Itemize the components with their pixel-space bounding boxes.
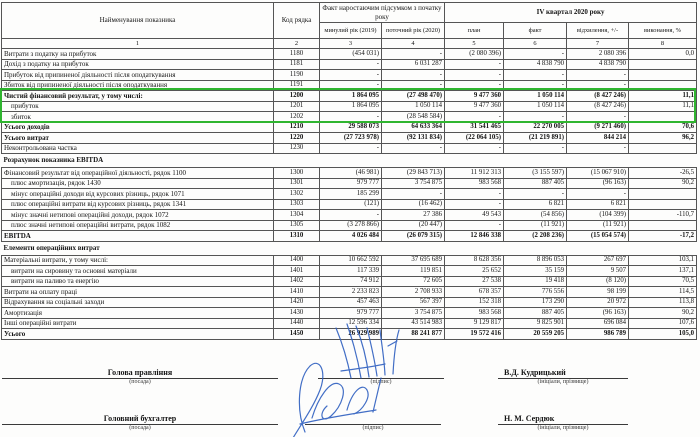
col-num: 4 [382,39,445,49]
row-value: - [445,112,504,123]
table-row [2,297,697,308]
row-value: - [567,80,629,91]
row-value: (2 208 236) [504,231,567,242]
row-value: - [445,70,504,81]
header-fact: факт [504,23,567,39]
row-value: 113,8 [629,297,697,308]
row-value: (11 921) [567,220,629,231]
column-number-row [2,39,697,49]
row-indicator-name: збиток [2,112,274,123]
row-value: 3 754 875 [382,178,445,189]
row-value: (15 054 574) [567,231,629,242]
row-value: - [567,112,629,123]
row-value: 90,2 [629,178,697,189]
row-value: 9 507 [567,266,629,277]
row-value [629,70,697,81]
row-indicator-name: витрати на сировину та основні матеріали [2,266,274,277]
row-value: 9 825 901 [504,318,567,329]
row-value: 1 050 114 [504,91,567,102]
section-header-row [2,241,697,255]
row-value: 31 541 465 [445,122,504,133]
row-code: 1301 [274,178,320,189]
row-indicator-name: Дохід з податку на прибуток [2,59,274,70]
row-value: - [504,49,567,60]
row-value [629,80,697,91]
table-row [2,210,697,221]
row-value: 9 129 817 [445,318,504,329]
row-value: 70,5 [629,276,697,287]
row-code: 1230 [274,143,320,154]
row-value: 70,6 [629,122,697,133]
table-row [2,80,697,91]
row-value: (27 723 978) [320,133,382,144]
row-value: - [445,220,504,231]
row-indicator-name: плюс амортизація, рядок 1430 [2,178,274,189]
row-code: 1220 [274,133,320,144]
row-value: - [504,189,567,200]
row-indicator-name: плюс операційні витрати від курсових різниць, рядок 1341 [2,199,274,210]
row-value: (16 462) [382,199,445,210]
row-value: - [504,70,567,81]
col-num: 7 [567,39,629,49]
table-header [2,3,697,49]
row-value: (104 399) [567,210,629,221]
row-value: 27 538 [445,276,504,287]
name-hint: (ініціали, прізвище) [537,425,589,431]
row-code: 1304 [274,210,320,221]
row-indicator-name: EBITDA [2,231,274,242]
signature-block-position-1 [2,366,278,387]
sign-hint: (підпис) [370,379,392,385]
signature-block-sign-1 [318,366,444,387]
row-value: 11,1 [629,101,697,112]
signer-name: В.Д. Кудрицький [498,366,628,379]
table-row [2,59,697,70]
row-value: - [504,112,567,123]
row-code: 1200 [274,91,320,102]
row-value: -26,5 [629,168,697,179]
row-value: - [320,143,382,154]
financial-table [1,2,697,340]
position-title: Голова правління [2,366,278,379]
row-value: 98 199 [567,287,629,298]
signature-block-name-1 [498,366,628,387]
row-value: (96 163) [567,308,629,319]
row-indicator-name: Збиток від припиненої діяльності після оподаткування [2,80,274,91]
header-code: Код рядка [274,3,320,39]
row-indicator-name: Прибуток від припиненої діяльності після оподаткування [2,70,274,81]
signature-block-sign-2 [305,412,441,433]
table-row [2,189,697,200]
row-value: - [320,59,382,70]
header-plan: план [445,23,504,39]
signature-block-position-2 [2,412,278,433]
table-row [2,91,697,102]
row-value: 29 588 073 [320,122,382,133]
row-value [629,59,697,70]
header-curr-year: поточний рік (2020) [382,23,445,39]
row-indicator-name: витрати на паливо та енергію [2,276,274,287]
row-value: 979 777 [320,178,382,189]
row-value: (8 427 246) [567,101,629,112]
row-value: 1 050 114 [504,101,567,112]
row-value: - [445,189,504,200]
row-value: -110,7 [629,210,697,221]
row-value: 27 386 [382,210,445,221]
row-value: 19 572 416 [445,329,504,340]
col-num: 3 [320,39,382,49]
row-value: 0,0 [629,49,697,60]
row-indicator-name: Неконтрольована частка [2,143,274,154]
row-value: (28 548 584) [382,112,445,123]
signature-line [305,412,441,425]
row-value: - [567,70,629,81]
header-deviation: відхилення, +/- [567,23,629,39]
row-value: 457 463 [320,297,382,308]
row-value: (8 427 246) [567,91,629,102]
row-value: (54 856) [504,210,567,221]
row-value: (9 271 460) [567,122,629,133]
row-code: 1190 [274,70,320,81]
position-hint: (посада) [129,379,151,385]
row-value: (96 163) [567,178,629,189]
row-value: 35 159 [504,266,567,277]
table-row [2,122,697,133]
row-value: (20 447) [382,220,445,231]
col-num: 1 [2,39,274,49]
table-row [2,220,697,231]
row-value: 2 708 933 [382,287,445,298]
row-code: 1305 [274,220,320,231]
row-value: - [504,80,567,91]
section-title: Елементи операційних витрат [2,241,697,255]
row-value: - [320,70,382,81]
row-value: 37 695 689 [382,255,445,266]
row-code: 1410 [274,287,320,298]
row-value: (8 120) [567,276,629,287]
row-value: 2 080 396 [567,49,629,60]
row-value: (3 155 597) [504,168,567,179]
row-indicator-name: Чистий фінансовий результат, у тому числі: [2,91,274,102]
row-code: 1420 [274,297,320,308]
row-value: (3 278 866) [320,220,382,231]
row-code: 1400 [274,255,320,266]
table-row [2,101,697,112]
row-value: - [320,80,382,91]
row-code: 1401 [274,266,320,277]
row-value: 4 838 790 [567,59,629,70]
row-value: 567 397 [382,297,445,308]
row-value: 1 050 114 [382,101,445,112]
row-value: 105,0 [629,329,697,340]
row-code: 1180 [274,49,320,60]
row-value: 1 864 095 [320,91,382,102]
table-row [2,168,697,179]
row-value [629,112,697,123]
row-value: 986 789 [567,329,629,340]
row-value: 11 912 313 [445,168,504,179]
signature-line [318,366,444,379]
header-prev-year: минулий рік (2019) [320,23,382,39]
name-hint: (ініціали, прізвище) [537,379,589,385]
row-indicator-name: мінус значні нетипові операційні доходи, рядок 1072 [2,210,274,221]
table-row [2,276,697,287]
row-value: 152 318 [445,297,504,308]
table-row [2,112,697,123]
row-code: 1430 [274,308,320,319]
table-body [2,49,697,340]
row-value [629,199,697,210]
row-value: 103,1 [629,255,697,266]
table-row [2,255,697,266]
table-row [2,318,697,329]
row-value: 88 241 877 [382,329,445,340]
row-value: - [504,143,567,154]
header-execution: виконання, % [629,23,697,39]
row-value: - [382,49,445,60]
row-value: - [445,199,504,210]
table-row [2,199,697,210]
table-row [2,49,697,60]
row-value: 49 543 [445,210,504,221]
row-value: (454 031) [320,49,382,60]
row-value: (27 498 470) [382,91,445,102]
col-num: 5 [445,39,504,49]
row-indicator-name: Інші операційні витрати [2,318,274,329]
row-value: 8 628 356 [445,255,504,266]
row-value: 117 339 [320,266,382,277]
row-code: 1450 [274,329,320,340]
row-code: 1201 [274,101,320,112]
table-row [2,287,697,298]
position-title: Головний бухгалтер [2,412,278,425]
row-code: 1181 [274,59,320,70]
row-value: 20 559 205 [504,329,567,340]
row-value: (29 843 713) [382,168,445,179]
row-value: 12 846 338 [445,231,504,242]
row-value: 983 568 [445,178,504,189]
row-value: - [567,189,629,200]
row-indicator-name: Усього витрат [2,133,274,144]
table-row [2,266,697,277]
row-value: 74 912 [320,276,382,287]
row-code: 1303 [274,199,320,210]
header-indicator: Найменування показника [2,3,274,39]
row-value: 11,1 [629,91,697,102]
row-value: 185 299 [320,189,382,200]
row-value: - [382,70,445,81]
col-num: 2 [274,39,320,49]
row-value: - [320,210,382,221]
row-value: (2 080 396) [445,49,504,60]
row-value: 90,2 [629,308,697,319]
row-value: (21 219 891) [504,133,567,144]
row-indicator-name: Амортизація [2,308,274,319]
row-value: 696 084 [567,318,629,329]
row-code: 1440 [274,318,320,329]
table-row [2,133,697,144]
row-value: -17,2 [629,231,697,242]
signature-block-name-2 [498,412,628,433]
table-row [2,70,697,81]
row-value: 887 405 [504,308,567,319]
row-value: 3 754 875 [382,308,445,319]
row-value: 267 697 [567,255,629,266]
row-value: 26 929 989 [320,329,382,340]
row-value: (11 921) [504,220,567,231]
header-group-q4: IV квартал 2020 року [445,3,697,23]
row-indicator-name: Матеріальні витрати, у тому числі: [2,255,274,266]
table-row [2,231,697,242]
row-code: 1202 [274,112,320,123]
row-value: 1 864 095 [320,101,382,112]
row-indicator-name: мінус операційні доходи від курсових різниць, рядок 1071 [2,189,274,200]
row-value: 4 838 790 [504,59,567,70]
row-indicator-name: Усього [2,329,274,340]
row-value: 9 477 360 [445,101,504,112]
row-value: - [382,189,445,200]
row-value: 96,2 [629,133,697,144]
row-value: 64 633 364 [382,122,445,133]
row-indicator-name: Витрати на оплату праці [2,287,274,298]
row-value: 20 972 [567,297,629,308]
row-value: 22 270 005 [504,122,567,133]
row-value: 844 214 [567,133,629,144]
row-value [629,143,697,154]
row-value: 8 896 053 [504,255,567,266]
row-value: 4 026 484 [320,231,382,242]
row-value: 9 477 360 [445,91,504,102]
signer-name: Н. М. Сердюк [498,412,628,425]
row-value [629,220,697,231]
row-value: - [382,143,445,154]
row-value: 19 418 [504,276,567,287]
row-value: 173 290 [504,297,567,308]
row-value: 72 605 [382,276,445,287]
row-value: (46 981) [320,168,382,179]
row-value: 678 357 [445,287,504,298]
row-code: 1191 [274,80,320,91]
table-row [2,329,697,340]
row-indicator-name: Витрати з податку на прибуток [2,49,274,60]
row-indicator-name: Відрахування на соціальні заходи [2,297,274,308]
row-indicator-name: прибуток [2,101,274,112]
row-value: 776 556 [504,287,567,298]
row-value: 979 777 [320,308,382,319]
row-value: (92 131 834) [382,133,445,144]
table-row [2,143,697,154]
row-value: 107,6 [629,318,697,329]
row-value: - [445,80,504,91]
row-value: - [445,143,504,154]
row-value: (22 064 105) [445,133,504,144]
row-indicator-name: плюс значні нетипові операційні витрати, рядок 1082 [2,220,274,231]
row-value: (121) [320,199,382,210]
header-group-ytd: Факт наростаючим підсумком з початку року [320,3,445,23]
row-value: (15 067 910) [567,168,629,179]
row-value: (26 079 315) [382,231,445,242]
row-value: - [567,143,629,154]
section-header-row [2,154,697,168]
row-code: 1310 [274,231,320,242]
table-row [2,178,697,189]
row-value: - [382,80,445,91]
row-value: - [445,59,504,70]
row-indicator-name: Фінансовий результат від операційної діяльності, рядок 1100 [2,168,274,179]
row-value: 25 652 [445,266,504,277]
col-num: 8 [629,39,697,49]
row-code: 1210 [274,122,320,133]
row-value: 137,1 [629,266,697,277]
row-value: - [320,112,382,123]
row-value [629,189,697,200]
row-value: 114,5 [629,287,697,298]
position-hint: (посада) [129,425,151,431]
row-code: 1302 [274,189,320,200]
row-value: 6 821 [567,199,629,210]
row-value: 2 233 823 [320,287,382,298]
sign-hint: (підпис) [362,425,384,431]
row-value: 119 851 [382,266,445,277]
row-value: 6 031 287 [382,59,445,70]
row-value: 983 568 [445,308,504,319]
row-code: 1402 [274,276,320,287]
row-value: 12 596 334 [320,318,382,329]
row-code: 1300 [274,168,320,179]
table-row [2,308,697,319]
section-title: Розрахунок показника EBITDA [2,154,697,168]
row-value: 10 662 592 [320,255,382,266]
row-value: 887 405 [504,178,567,189]
col-num: 6 [504,39,567,49]
row-value: 6 821 [504,199,567,210]
row-indicator-name: Усього доходів [2,122,274,133]
row-value: 43 514 983 [382,318,445,329]
